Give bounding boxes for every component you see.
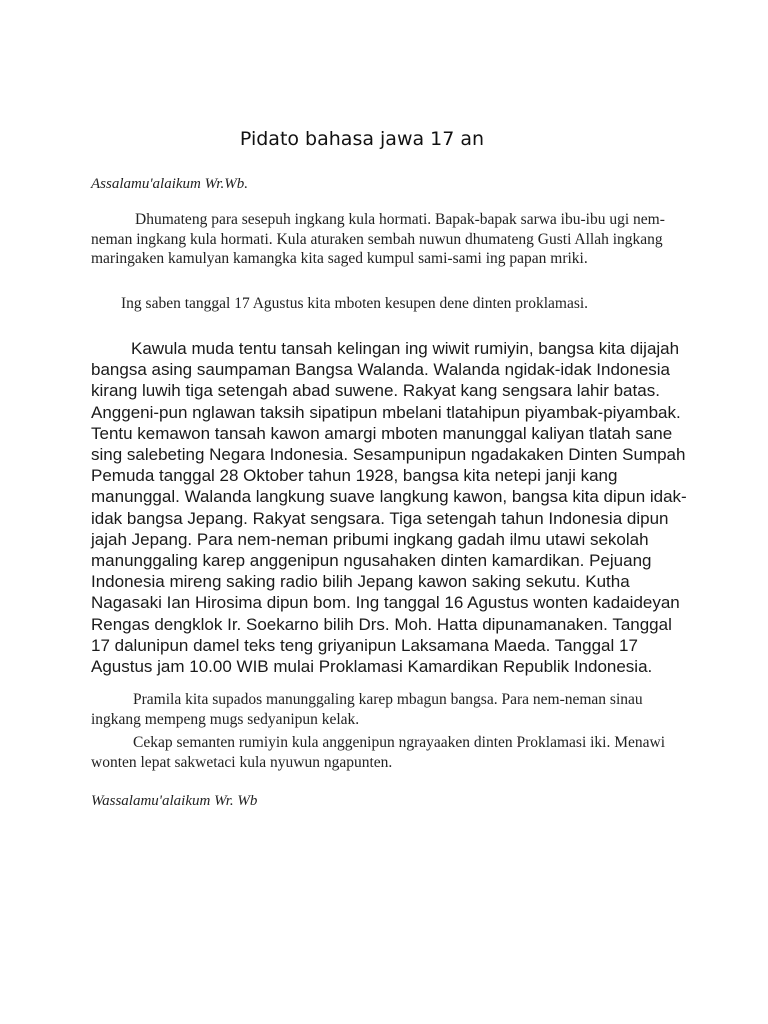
paragraph-1-text: Dhumateng para sesepuh ingkang kula hormati. Bapak-bapak sarwa ibu-ibu ugi nem-neman ingkang kula hormati. Kula aturaken sembah nuwun dhumateng Gusti Allah ingkang maringaken kamulyan kamangka kita saged kumpul sami-sami ing papan mriki. [91, 211, 665, 267]
title-text: Pidato bahasa jawa 17 an [239, 128, 485, 150]
paragraph-5-text: Cekap semanten rumiyin kula anggenipun ngrayaaken dinten Proklamasi iki. Menawi wonten lepat sakwetaci kula nyuwun ngapunten. [91, 734, 666, 771]
paragraph-4-text: Pramila kita supados manunggaling karep mbagun bangsa. Para nem-neman sinau ingkang mempeng mugs sedyanipun kelak. [91, 691, 643, 728]
paragraph-proclamation-remembrance [91, 294, 691, 314]
closing-salutation: Wassalamu'alaikum Wr. Wb [91, 793, 258, 809]
paragraph-closing-remarks [91, 733, 691, 772]
paragraph-opening [91, 210, 691, 269]
greeting: Assalamu'alaikum Wr.Wb. [91, 176, 248, 192]
page-title [0, 128, 768, 150]
paragraph-call-to-youth [91, 690, 691, 729]
paragraph-history [91, 338, 691, 677]
paragraph-3-text: Kawula muda tentu tansah kelingan ing wiwit rumiyin, bangsa kita dijajah bangsa asing saumpaman Bangsa Walanda. Walanda ngidak-idak Indonesia kirang luwih tiga setengah abad suwene. Rakyat kang sengsara lahir batas. Anggeni-pun nglawan taksih sipatipun mbelani tlatahipun piyambak-piyambak. Tentu kemawon tansah kawon amargi mboten manunggal kaliyan tlatah sane sing salebeting Negara Indonesia. Sesampunipun ngadakaken Dinten Sumpah Pemuda tanggal 28 Oktober tahun 1928, bangsa kita netepi janji kang manunggal. Walanda langkung suave langkung kawon, bangsa kita dipun idak-idak bangsa Jepang. Rakyat sengsara. Tiga setengah tahun Indonesia dipun jajah Jepang. Para nem-neman pribumi ingkang gadah ilmu utawi sekolah manunggaling karep anggenipun ngusahaken dinten kamardikan. Pejuang Indonesia mireng saking radio bilih Jepang kawon saking sekutu. Kutha Nagasaki Ian Hirosima dipun bom. Ing tanggal 16 Agustus wonten kadaideyan Rengas dengklok Ir. Soekarno bilih Drs. Moh. Hatta dipunamanaken. Tanggal 17 dalunipun damel teks teng griyanipun Laksamana Maeda. Tanggal 17 Agustus jam 10.00 WIB mulai Proklamasi Kamardikan Republik Indonesia. [91, 339, 687, 677]
paragraph-2-text: Ing saben tanggal 17 Agustus kita mboten kesupen dene dinten proklamasi. [121, 295, 589, 312]
